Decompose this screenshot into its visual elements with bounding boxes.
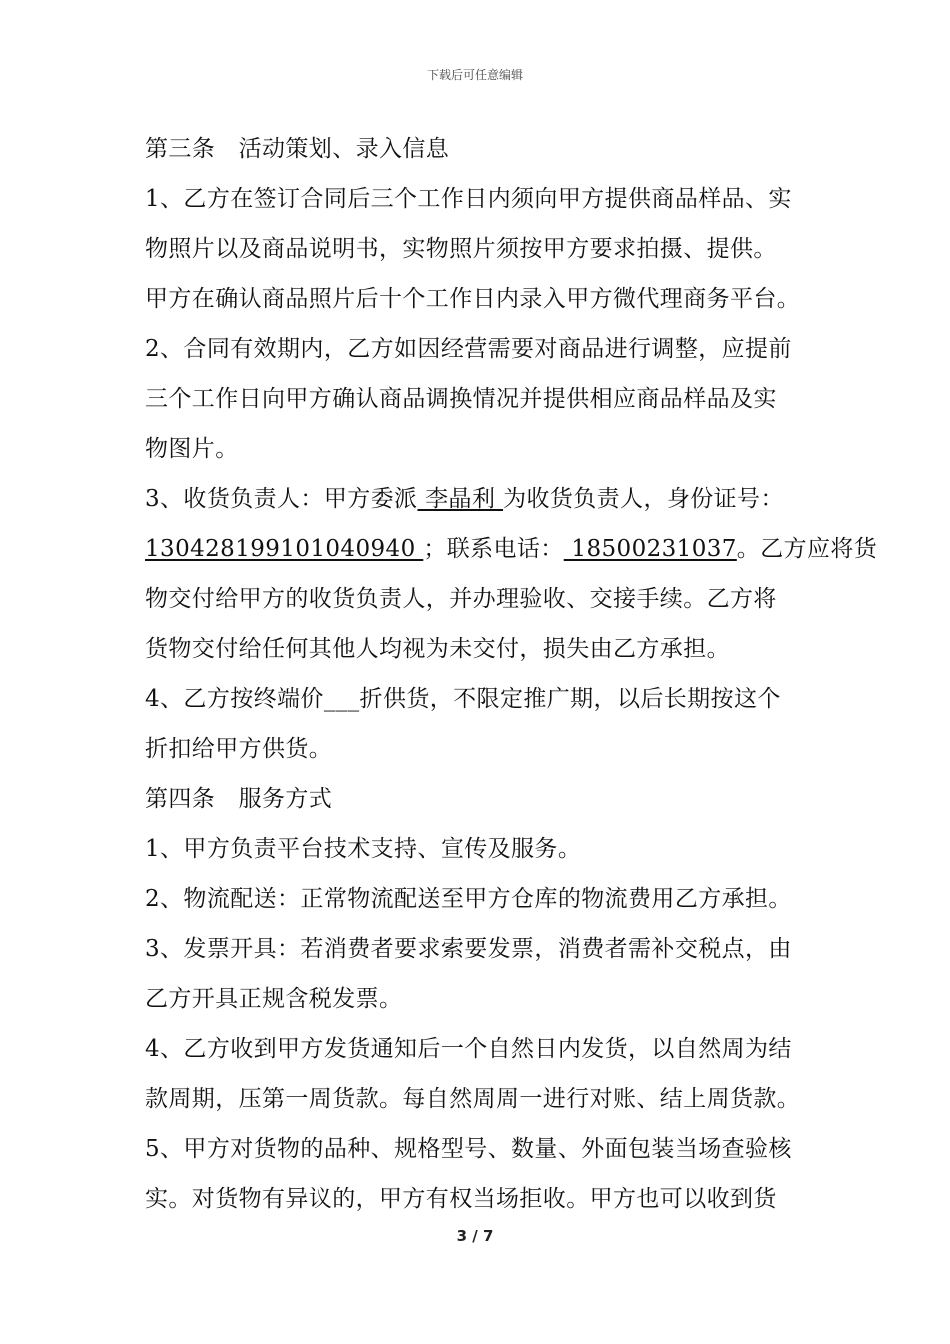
paragraph-line <box>145 534 877 564</box>
receiver-name: 李晶利 <box>417 486 504 512</box>
receiver-text: 为收货负责人，身份证号： <box>503 486 784 512</box>
paragraph-line: 三个工作日向甲方确认商品调换情况并提供相应商品样品及实 <box>145 386 777 412</box>
delivery-text: 。乙方应将货 <box>736 536 878 562</box>
page-number: 3 / 7 <box>456 1227 494 1245</box>
discount-text: 折供货，不限定推广期，以后长期按这个 <box>359 686 781 712</box>
paragraph-line: 1、乙方在签订合同后三个工作日内须向甲方提供商品样品、实 <box>145 186 792 212</box>
receiver-label: 3、收货负责人：甲方委派 <box>145 486 418 512</box>
paragraph-line: 款周期，压第一周货款。每自然周周一进行对账、结上周货款。 <box>145 1086 801 1112</box>
paragraph-line <box>145 484 784 514</box>
paragraph-line: 5、甲方对货物的品种、规格型号、数量、外面包装当场查验核 <box>145 1136 792 1162</box>
paragraph-line: 物交付给甲方的收货负责人，并办理验收、交接手续。乙方将 <box>145 586 777 612</box>
paragraph-line: 物图片。 <box>145 436 239 462</box>
article-four-heading: 第四条 服务方式 <box>145 786 333 812</box>
paragraph-line: 4、乙方收到甲方发货通知后一个自然日内发货，以自然周为结 <box>145 1036 792 1062</box>
id-number: 130428199101040940 <box>145 536 424 562</box>
paragraph-line: 物照片以及商品说明书，实物照片须按甲方要求拍摄、提供。 <box>145 236 777 262</box>
paragraph-line: 2、物流配送：正常物流配送至甲方仓库的物流费用乙方承担。 <box>145 886 792 912</box>
paragraph-line: 实。对货物有异议的，甲方有权当场拒收。甲方也可以收到货 <box>145 1186 777 1212</box>
discount-label: 4、乙方按终端价 <box>145 686 324 712</box>
paragraph-line <box>145 684 781 714</box>
discount-blank: ___ <box>323 686 360 712</box>
phone-label: ；联系电话： <box>423 536 564 562</box>
paragraph-line: 货物交付给任何其他人均视为未交付，损失由乙方承担。 <box>145 636 730 662</box>
paragraph-line: 2、合同有效期内，乙方如因经营需要对商品进行调整，应提前 <box>145 336 792 362</box>
paragraph-line: 折扣给甲方供货。 <box>145 736 333 762</box>
page-header: 下载后可任意编辑 <box>426 68 523 82</box>
phone-number: 18500231037 <box>563 536 737 562</box>
paragraph-line: 1、甲方负责平台技术支持、宣传及服务。 <box>145 836 582 862</box>
article-three-heading: 第三条 活动策划、录入信息 <box>145 136 450 162</box>
paragraph-line: 甲方在确认商品照片后十个工作日内录入甲方微代理商务平台。 <box>145 286 801 312</box>
paragraph-line: 乙方开具正规含税发票。 <box>145 986 403 1012</box>
paragraph-line: 3、发票开具：若消费者要求索要发票，消费者需补交税点，由 <box>145 936 792 962</box>
